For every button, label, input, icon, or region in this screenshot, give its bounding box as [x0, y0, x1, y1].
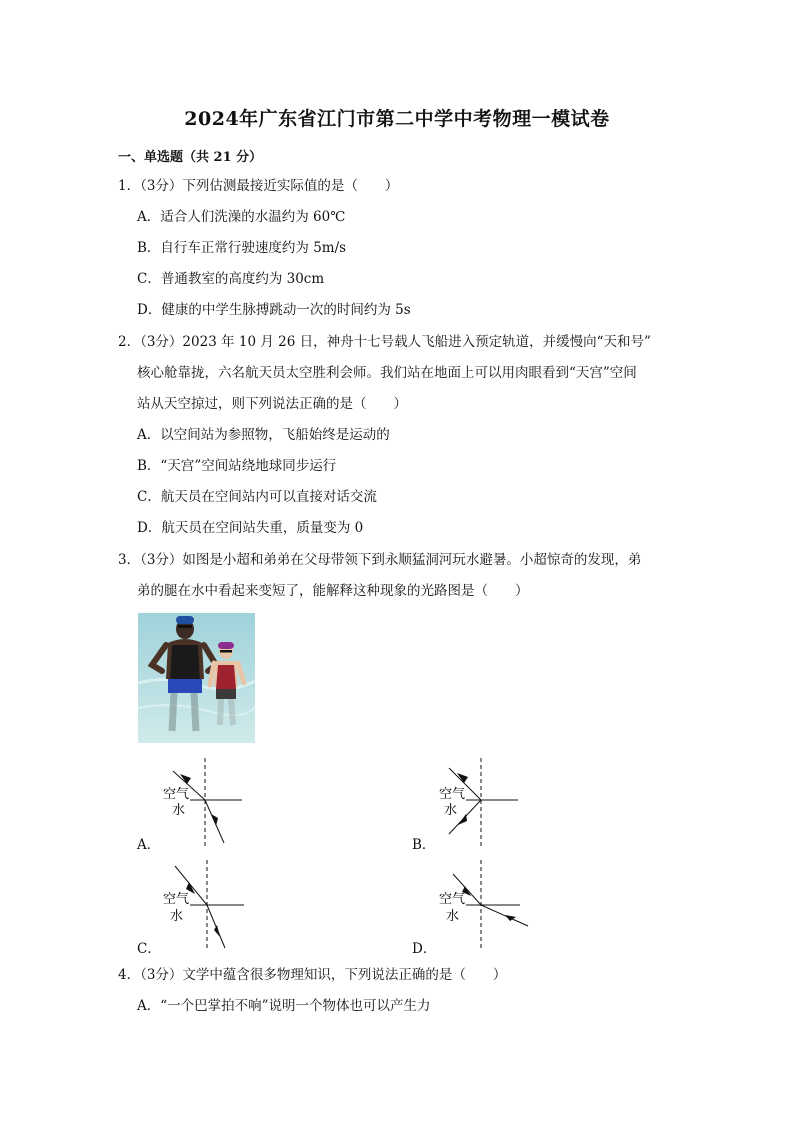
- diagram-c-label[interactable]: C．: [137, 941, 161, 957]
- section-heading: 一、单选题（共 21 分）: [118, 150, 263, 165]
- svg-text:水: 水: [444, 803, 458, 818]
- diagram-a-label[interactable]: A．: [137, 837, 161, 853]
- light-path-diagram-c[interactable]: [160, 858, 290, 953]
- svg-text:空气: 空气: [439, 892, 466, 907]
- question-2-option-a[interactable]: A．以空间站为参照物，飞船始终是运动的: [137, 427, 390, 443]
- question-1-stem: 1．（3分）下列估测最接近实际值的是（ ）: [118, 178, 399, 194]
- svg-text:空气: 空气: [163, 787, 190, 802]
- question-4-stem: 4．（3分）文学中蕴含很多物理知识，下列说法正确的是（ ）: [118, 967, 507, 983]
- diagram-d-label[interactable]: D．: [412, 941, 437, 957]
- svg-text:水: 水: [170, 909, 184, 924]
- svg-text:空气: 空气: [439, 787, 466, 802]
- page-title: 2024年广东省江门市第二中学中考物理一模试卷: [184, 108, 610, 130]
- swimmers-photo: [138, 613, 255, 743]
- svg-text:水: 水: [172, 803, 186, 818]
- light-path-diagram-b[interactable]: [436, 756, 566, 851]
- question-1-option-b[interactable]: B．自行车正常行驶速度约为 5m/s: [137, 240, 347, 256]
- question-1-option-c[interactable]: C．普通教室的高度约为 30cm: [137, 271, 325, 287]
- question-4-option-a[interactable]: A．“一个巴掌拍不响”说明一个物体也可以产生力: [137, 998, 431, 1014]
- question-2-stem-line-2: 核心舱靠拢，六名航天员太空胜利会师。我们站在地面上可以用肉眼看到“天宫”空间: [137, 365, 637, 381]
- light-path-diagram-a[interactable]: [160, 756, 290, 851]
- question-2-option-d[interactable]: D．航天员在空间站失重，质量变为 0: [137, 520, 364, 536]
- question-1-option-a[interactable]: A．适合人们洗澡的水温约为 60℃: [137, 209, 346, 225]
- question-3-stem-line-2: 弟的腿在水中看起来变短了，能解释这种现象的光路图是（ ）: [137, 583, 529, 599]
- question-2-option-c[interactable]: C．航天员在空间站内可以直接对话交流: [137, 489, 377, 505]
- question-1-option-d[interactable]: D．健康的中学生脉搏跳动一次的时间约为 5s: [137, 302, 411, 318]
- svg-text:水: 水: [446, 909, 460, 924]
- question-2-stem-line-1: 2．（3分）2023 年 10 月 26 日，神舟十七号载人飞船进入预定轨道，并缓慢向“天和号”: [118, 334, 651, 350]
- light-path-diagram-d[interactable]: [436, 858, 566, 953]
- svg-text:空气: 空气: [163, 892, 190, 907]
- question-3-stem-line-1: 3．（3分）如图是小超和弟弟在父母带领下到永顺猛洞河玩水避暑。小超惊奇的发现，弟: [118, 552, 642, 568]
- diagram-b-label[interactable]: B．: [412, 837, 436, 853]
- question-2-stem-line-3: 站从天空掠过，则下列说法正确的是（ ）: [137, 396, 407, 412]
- question-2-option-b[interactable]: B．“天宫”空间站绕地球同步运行: [137, 458, 337, 474]
